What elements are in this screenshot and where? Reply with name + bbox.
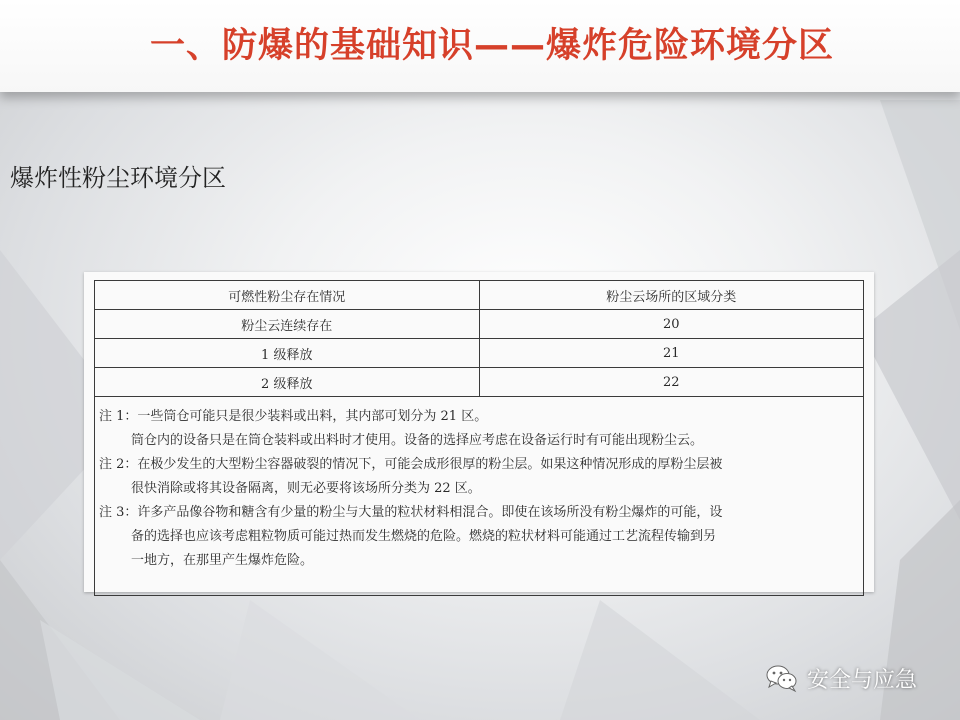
cell-condition: 粉尘云连续存在 bbox=[95, 310, 480, 339]
cell-zone: 22 bbox=[479, 368, 864, 397]
notes-cell bbox=[95, 397, 864, 596]
table-header-row bbox=[95, 281, 864, 310]
wechat-icon bbox=[765, 663, 799, 693]
note-line: 一地方，在那里产生爆炸危险。 bbox=[131, 553, 314, 568]
cell-condition: 2 级释放 bbox=[95, 368, 480, 397]
cell-zone: 21 bbox=[479, 339, 864, 368]
cell-condition: 1 级释放 bbox=[95, 339, 480, 368]
wechat-account-name: 安全与应急 bbox=[807, 667, 918, 693]
title-bar bbox=[0, 0, 960, 92]
note-line: 筒仓内的设备只是在筒仓装料或出料时才使用。设备的选择应考虑在设备运行时有可能出现粉尘云。 bbox=[131, 433, 704, 448]
dust-zone-table-image bbox=[84, 272, 874, 592]
section-subtitle: 爆炸性粉尘环境分区 bbox=[10, 164, 226, 192]
note-line: 注 2：在极少发生的大型粉尘容器破裂的情况下，可能会成形很厚的粉尘层。如果这种情况形成的厚粉尘层被 bbox=[99, 457, 723, 472]
dust-zone-table bbox=[94, 280, 864, 596]
note-line: 很快消除或将其设备隔离，则无必要将该场所分类为 22 区。 bbox=[131, 481, 481, 496]
table-row bbox=[95, 339, 864, 368]
note-line: 注 1：一些筒仓可能只是很少装料或出料，其内部可划分为 21 区。 bbox=[99, 409, 488, 424]
note-line: 备的选择也应该考虑粗粒物质可能过热而发生燃烧的危险。燃烧的粒状材料可能通过工艺流程传输到另 bbox=[131, 529, 717, 544]
cell-zone: 20 bbox=[479, 310, 864, 339]
table-row bbox=[95, 368, 864, 397]
header-condition: 可燃性粉尘存在情况 bbox=[95, 281, 480, 310]
wechat-watermark bbox=[765, 662, 917, 694]
table-row bbox=[95, 310, 864, 339]
note-line: 注 3：许多产品像谷物和糖含有少量的粉尘与大量的粒状材料相混合。即使在该场所没有粉尘爆炸的可能，设 bbox=[99, 505, 723, 520]
notes-row bbox=[95, 397, 864, 596]
header-zone: 粉尘云场所的区域分类 bbox=[479, 281, 864, 310]
slide-title: 一、防爆的基础知识——爆炸危险环境分区 bbox=[150, 26, 835, 66]
